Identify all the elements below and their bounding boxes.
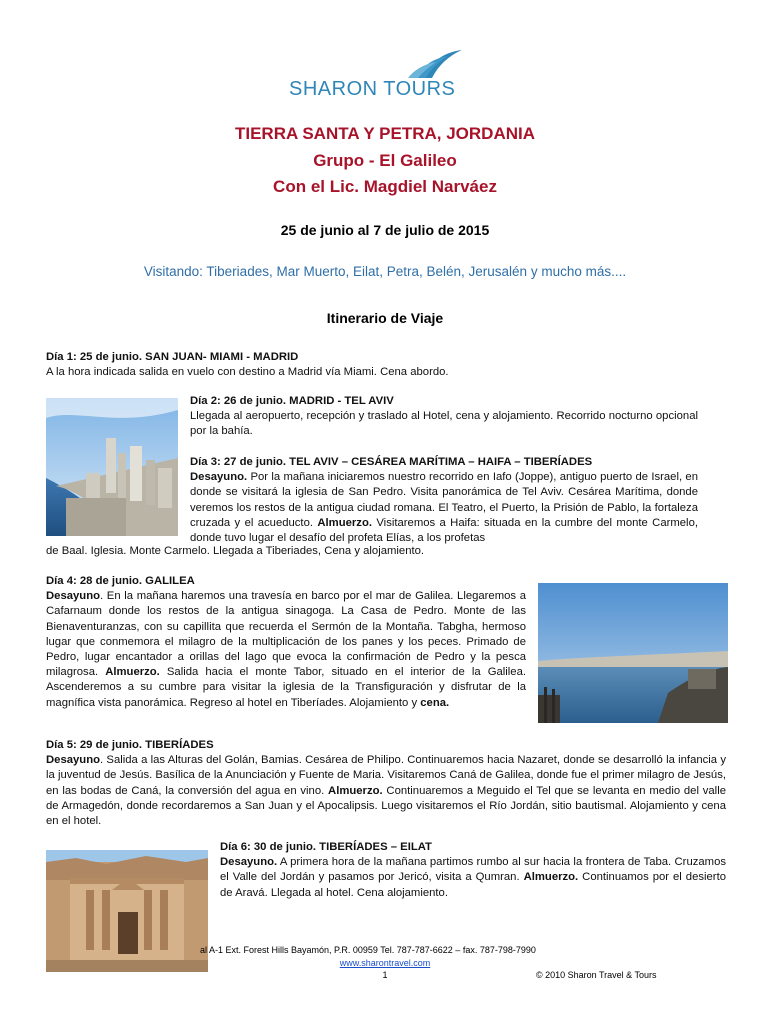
footer-address: al A-1 Ext. Forest Hills Bayamón, P.R. 00959 Tel. 787-787-6622 – fax. 787-798-7990: [200, 945, 536, 955]
day-6-lead: Desayuno.: [220, 856, 278, 869]
footer-copyright: © 2010 Sharon Travel & Tours: [536, 970, 657, 980]
day-4-cena: cena.: [420, 696, 450, 709]
day-4-heading: Día 4: 28 de junio. GALILEA: [46, 575, 195, 587]
day-5-almuerzo: Almuerzo.: [328, 784, 383, 797]
day-6-text-b: Continuamos por el desierto de Aravá. Llegada al hotel. Cena alojamiento.: [220, 871, 726, 899]
day-5: [46, 738, 726, 829]
day-5-text-b: Continuaremos a Meguido el Tel que se levanta en medio del valle de Armagedón, donde recordaremos a San Juan y el Apocalipsis. Luego visitaremos el Río Jordán, sitio bautismal. Alojamiento y cena en el hotel.: [46, 784, 726, 828]
title-line-2: Grupo - El Galileo: [313, 151, 457, 170]
visiting-line: Visitando: Tiberiades, Mar Muerto, Eilat, Petra, Belén, Jerusalén y mucho más....: [143, 264, 627, 279]
brand-name: SHARON TOURS: [289, 78, 456, 100]
day-4: [46, 574, 526, 711]
day-6-body: [220, 855, 726, 901]
day-1-text: A la hora indicada salida en vuelo con destino a Madrid vía Miami. Cena abordo.: [46, 366, 449, 379]
footer-website-link[interactable]: www.sharontravel.com: [339, 958, 431, 968]
day-5-heading: Día 5: 29 de junio. TIBERÍADES: [46, 739, 214, 751]
day-4-text-b: Salida hacia el monte Tabor, situado en el interior de la Galilea. Ascenderemos a su cumbre para visitar la iglesia de la Transfiguración y disfrutar de la magnífica vista panorámica. Regreso al hotel en Tiberíades. Alojamiento y: [46, 666, 527, 709]
day-2-heading: Día 2: 26 de junio. MADRID - TEL AVIV: [190, 395, 394, 407]
day-3: [190, 455, 698, 546]
trip-dates: 25 de junio al 7 de julio de 2015: [280, 222, 490, 238]
day-6-text-a: A primera hora de la mañana partimos rumbo al sur hacia la frontera de Taba. Cruzamos el Valle del Jordán y pasamos por Jericó, visita a Qumran.: [220, 856, 726, 884]
footer-url-wrap: [0, 958, 770, 968]
day-2: [190, 394, 698, 440]
day-3-text-c: de Baal. Iglesia. Monte Carmelo. Llegada a Tiberiades, Cena y alojamiento.: [46, 545, 425, 557]
title-line-3: Con el Lic. Magdiel Narváez: [273, 177, 497, 196]
day-6-almuerzo: Almuerzo.: [523, 871, 579, 884]
day-3-body: [190, 470, 698, 546]
day-6-heading: Día 6: 30 de junio. TIBERÍADES – EILAT: [220, 841, 432, 853]
day-3-heading: Día 3: 27 de junio. TEL AVIV – CESÁREA MARÍTIMA – HAIFA – TIBERÍADES: [190, 456, 593, 468]
day-2-text: Llegada al aeropuerto, recepción y traslado al Hotel, cena y alojamiento. Recorrido nocturno opcional por la bahía.: [190, 410, 698, 438]
day-4-body: [46, 589, 526, 711]
day-1: [46, 350, 706, 380]
day-1-heading: Día 1: 25 de junio. SAN JUAN- MIAMI - MADRID: [46, 351, 299, 363]
day-3-almuerzo: Almuerzo.: [317, 516, 372, 529]
day-6: [220, 840, 726, 901]
petra-monastery-photo: [46, 850, 208, 972]
day-4-text-a: . En la mañana haremos una travesía en barco por el mar de Galilea. Llegaremos a Cafarnaum donde los restos de la antigua sinagoga. La Casa de Pedro. Monte de las Bienaventuranzas, con su capillita que recuerda el Sermón de la Montaña. Tabgha, hermoso lugar que conmemora el milagro de la multiplicación de los panes y los peces. Primado de Pedro, lugar encantador a orillas del lago que evoca la confirmación de Pedro y la pesca milagrosa.: [46, 590, 526, 679]
day-5-text-a: . Salida a las Alturas del Golán, Bamias. Cesárea de Philipo. Continuaremos hacia Nazaret, donde se desarrolló la infancia y la juventud de Jesús. Basílica de la Anunciación y Fuente de Maria. Visitaremos Caná de Galilea, donde fue el primer milagro de Jesús, en las bodas de Caná, la conversión del agua en vino.: [46, 754, 726, 797]
sea-of-galilee-photo: [538, 583, 728, 723]
day-4-lead: Desayuno: [46, 590, 100, 603]
day-3-text-a: Por la mañana iniciaremos nuestro recorrido en Iafo (Joppe), antiguo puerto de Israel, en donde se visitará la iglesia de San Pedro. Visita panorámica de Tel Aviv. Cesárea Marítima, donde veremos los restos de la antigua ciudad romana. El Teatro, el Puerto, la Prisión de Pablo, la fortaleza cruzada y el acueducto.: [190, 471, 698, 529]
day-5-lead: Desayuno: [46, 754, 100, 767]
itinerary-heading: Itinerario de Viaje: [326, 310, 444, 326]
footer-page-number: 1: [382, 970, 388, 980]
day-3-text-b: Visitaremos a Haifa: situada en la cumbre del monte Carmelo, donde tuvo lugar el desafío del profeta Elías, a los profetas: [190, 516, 698, 545]
title-line-1: TIERRA SANTA Y PETRA, JORDANIA: [234, 124, 536, 143]
day-3-lead: Desayuno.: [190, 471, 248, 484]
tel-aviv-photo: [46, 398, 178, 536]
day-4-almuerzo: Almuerzo.: [105, 666, 160, 679]
day-5-body: [46, 753, 726, 829]
